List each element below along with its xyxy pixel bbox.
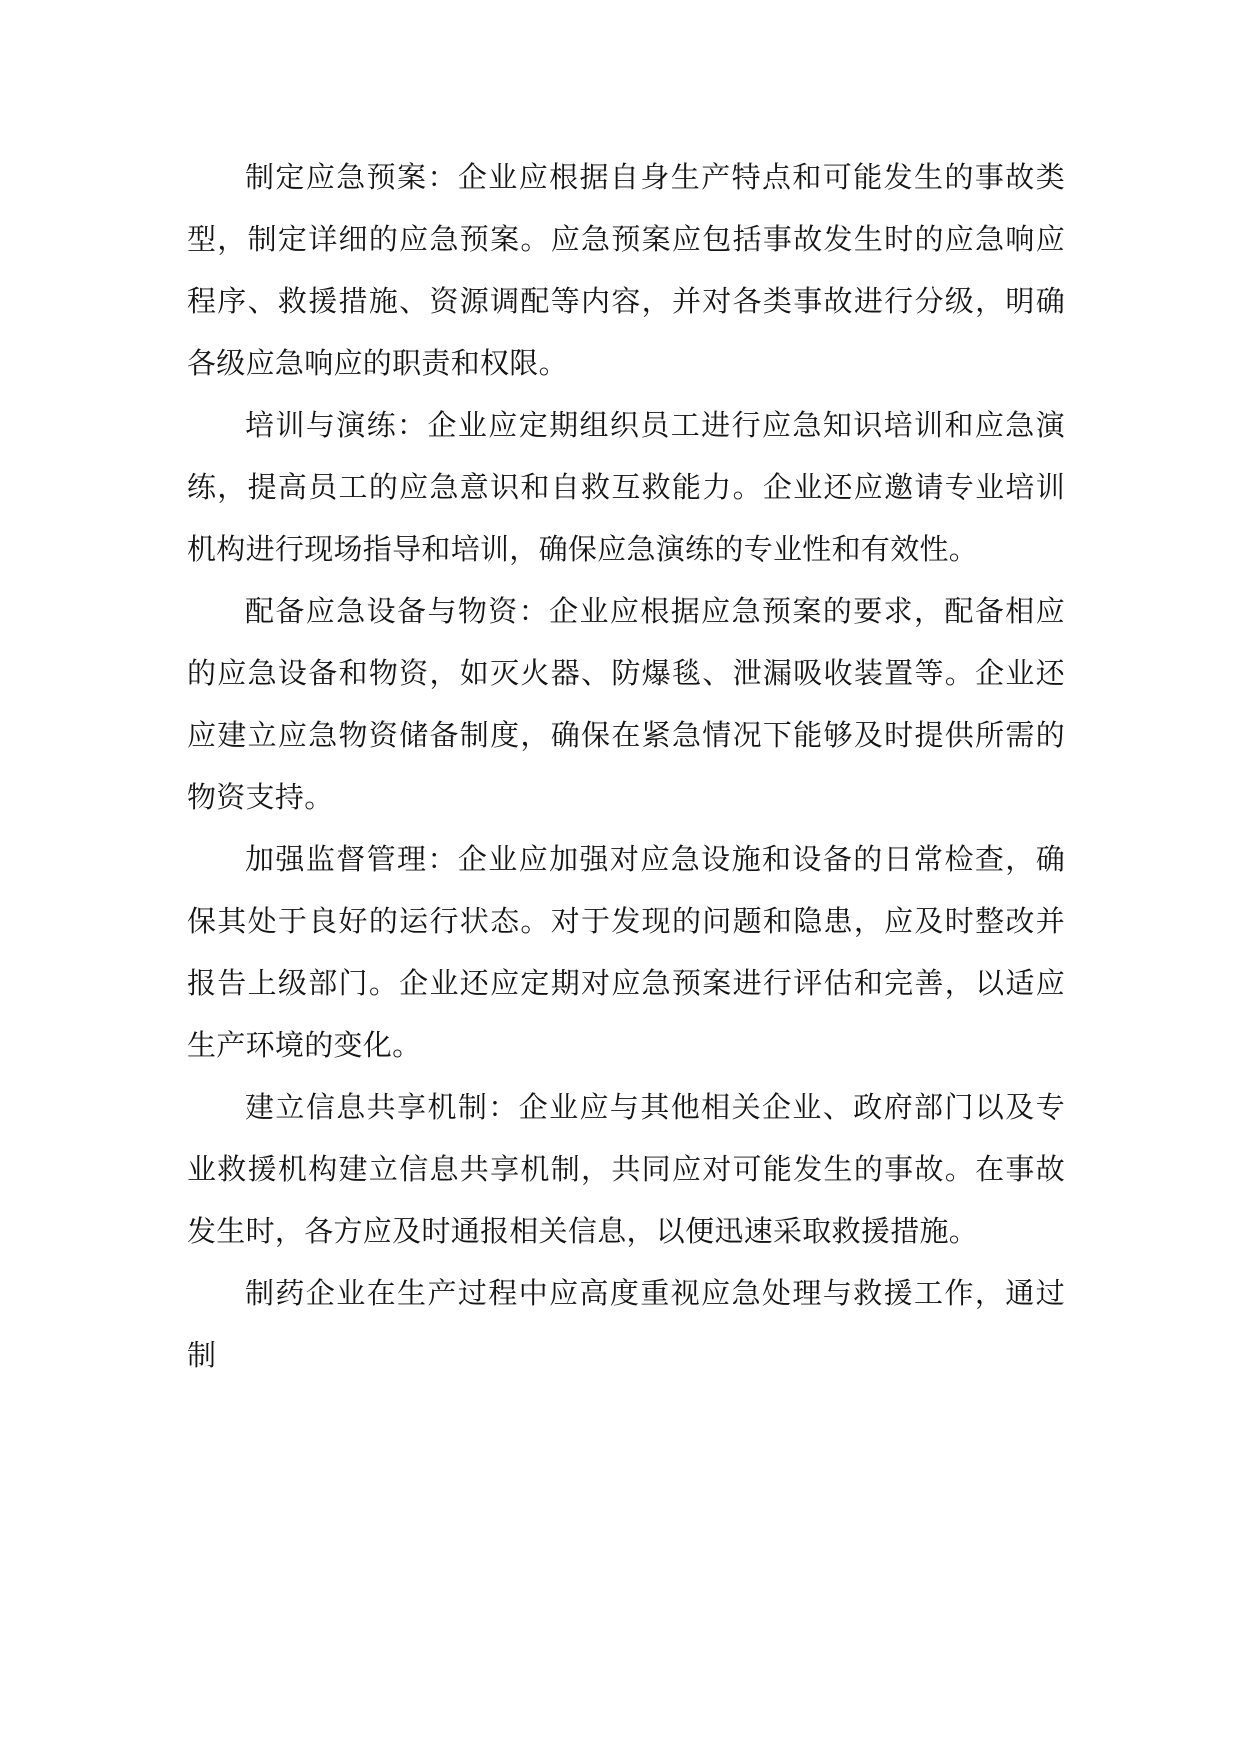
paragraph-conclusion: 制药企业在生产过程中应高度重视应急处理与救援工作，通过制 [187, 1276, 1065, 1372]
paragraph-information-sharing: 建立信息共享机制：企业应与其他相关企业、政府部门以及专业救援机构建立信息共享机制，共同应对可能发生的事故。在事故发生时，各方应及时通报相关信息，以便迅速采取救援措施。 [187, 1090, 1065, 1248]
paragraph-emergency-plan: 制定应急预案：企业应根据自身生产特点和可能发生的事故类型，制定详细的应急预案。应急预案应包括事故发生时的应急响应程序、救援措施、资源调配等内容，并对各类事故进行分级，明确各级应急响应的职责和权限。 [187, 160, 1065, 380]
paragraph-training-drills: 培训与演练：企业应定期组织员工进行应急知识培训和应急演练，提高员工的应急意识和自救互救能力。企业还应邀请专业培训机构进行现场指导和培训，确保应急演练的专业性和有效性。 [187, 408, 1065, 566]
paragraph-equipment-supplies: 配备应急设备与物资：企业应根据应急预案的要求，配备相应的应急设备和物资，如灭火器、防爆毯、泄漏吸收装置等。企业还应建立应急物资储备制度，确保在紧急情况下能够及时提供所需的物资支持。 [187, 594, 1065, 814]
document-body [187, 146, 1065, 1386]
paragraph-supervision: 加强监督管理：企业应加强对应急设施和设备的日常检查，确保其处于良好的运行状态。对于发现的问题和隐患，应及时整改并报告上级部门。企业还应定期对应急预案进行评估和完善，以适应生产环境的变化。 [187, 842, 1065, 1062]
